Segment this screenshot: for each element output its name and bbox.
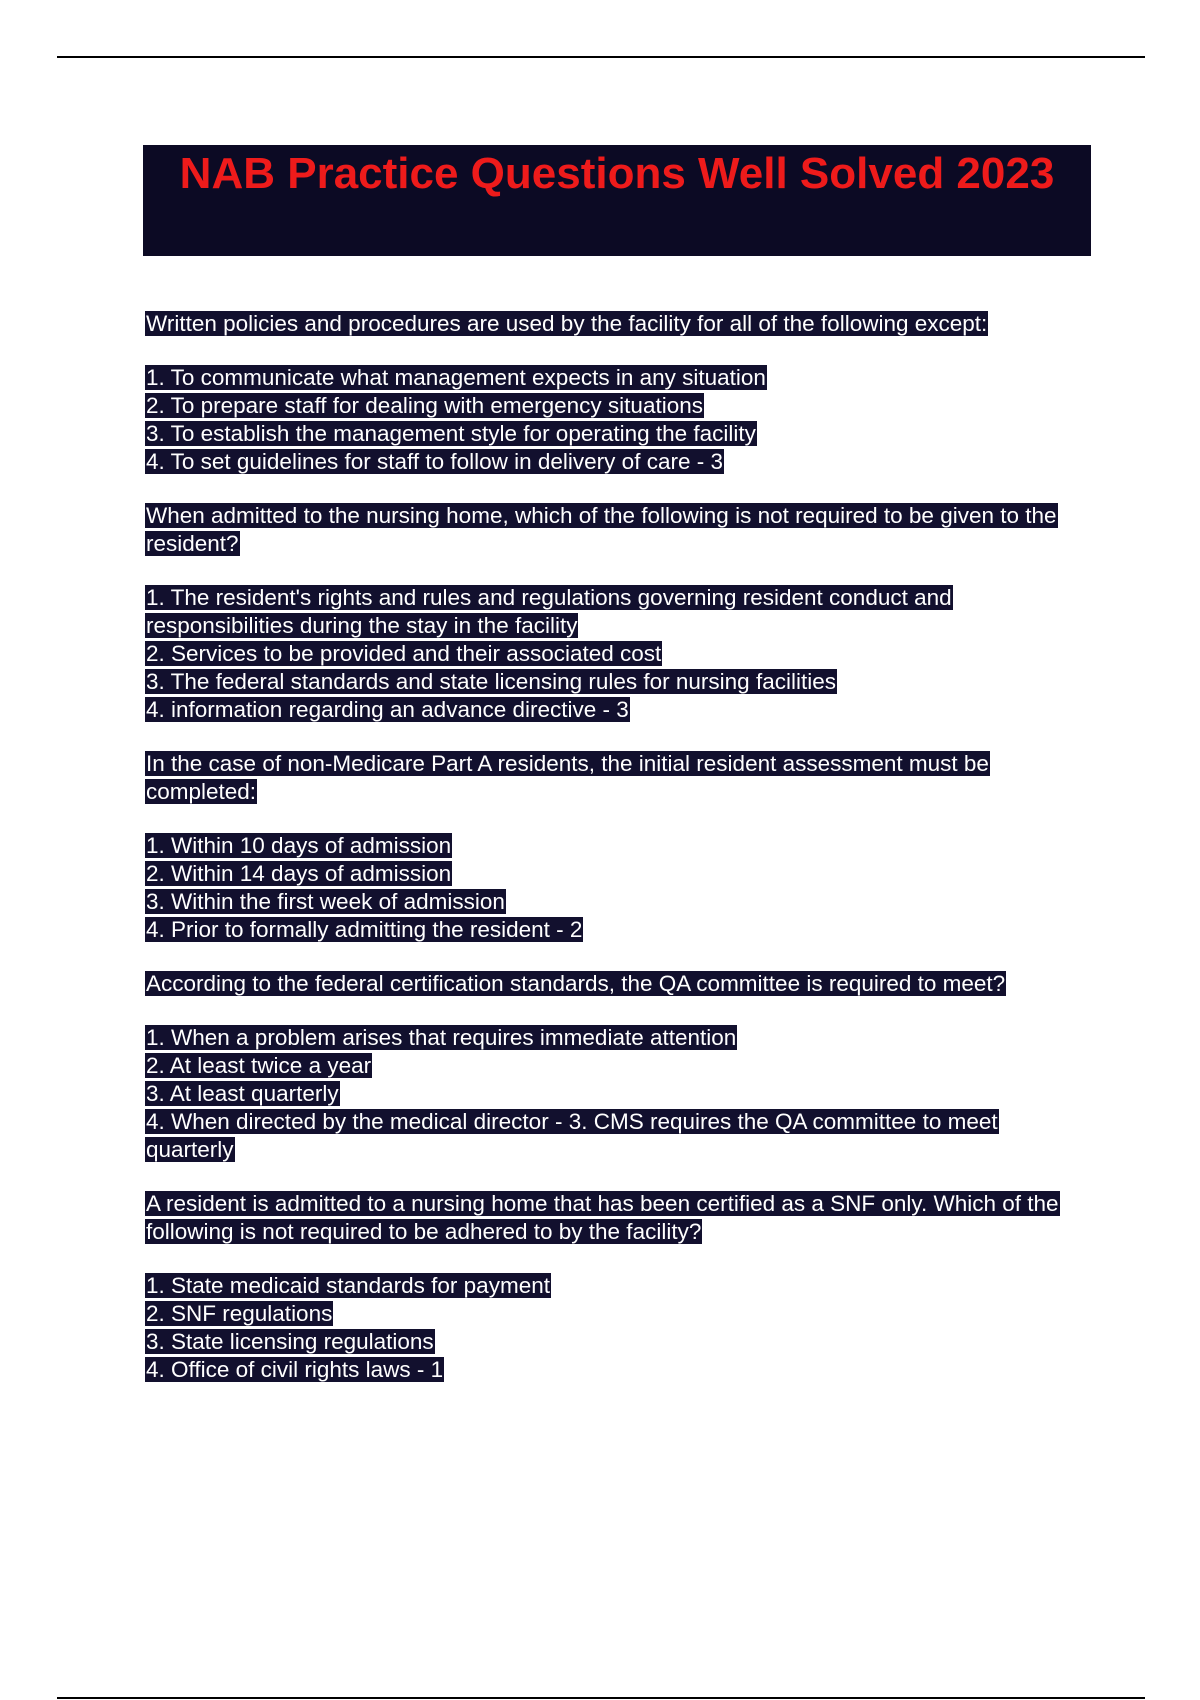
answer-option: 1. State medicaid standards for payment	[146, 1273, 550, 1298]
question-stem-4	[145, 970, 1090, 998]
answer-option: 1. To communicate what management expects in any situation	[146, 365, 766, 390]
question-stem-3	[145, 750, 1090, 806]
answer-option: 2. Services to be provided and their associated cost	[146, 641, 662, 666]
question-text: A resident is admitted to a nursing home that has been certified as a SNF only. Which of the following is not required to be adhered to by the facility?	[146, 1191, 1059, 1244]
bottom-rule	[57, 1697, 1145, 1699]
answer-option: 3. State licensing regulations	[146, 1329, 434, 1354]
answer-options-3	[145, 832, 1090, 944]
answer-option: 1. When a problem arises that requires immediate attention	[146, 1025, 737, 1050]
answer-option: 2. Within 14 days of admission	[146, 861, 452, 886]
question-text: According to the federal certification standards, the QA committee is required to meet?	[146, 971, 1006, 996]
answer-option: 2. To prepare staff for dealing with emergency situations	[146, 393, 703, 418]
question-text: Written policies and procedures are used by the facility for all of the following except:	[146, 311, 988, 336]
answer-option: 3. To establish the management style for operating the facility	[146, 421, 756, 446]
answer-option: 4. Prior to formally admitting the resident - 2	[146, 917, 583, 942]
question-list	[145, 310, 1090, 1410]
answer-option: 2. At least twice a year	[146, 1053, 372, 1078]
document-title: NAB Practice Questions Well Solved 2023	[179, 149, 1055, 198]
answer-option: 2. SNF regulations	[146, 1301, 333, 1326]
answer-option: 3. At least quarterly	[146, 1081, 339, 1106]
question-text: When admitted to the nursing home, which of the following is not required to be given to the resident?	[146, 503, 1057, 556]
answer-option: 1. The resident's rights and rules and regulations governing resident conduct and responsibilities during the stay in the facility	[146, 585, 952, 638]
question-text: In the case of non-Medicare Part A residents, the initial resident assessment must be completed:	[146, 751, 989, 804]
answer-option: 4. To set guidelines for staff to follow in delivery of care - 3	[146, 449, 723, 474]
question-stem-2	[145, 502, 1090, 558]
answer-option: 4. Office of civil rights laws - 1	[146, 1357, 444, 1382]
answer-option: 3. Within the first week of admission	[146, 889, 505, 914]
top-rule	[57, 56, 1145, 58]
answer-options-1	[145, 364, 1090, 476]
answer-options-5	[145, 1272, 1090, 1384]
answer-options-4	[145, 1024, 1090, 1164]
question-stem-1	[145, 310, 1090, 338]
title-banner	[143, 145, 1091, 256]
answer-option: 4. information regarding an advance directive - 3	[146, 697, 629, 722]
answer-option: 1. Within 10 days of admission	[146, 833, 452, 858]
answer-option: 3. The federal standards and state licensing rules for nursing facilities	[146, 669, 836, 694]
question-stem-5	[145, 1190, 1090, 1246]
answer-option: 4. When directed by the medical director - 3. CMS requires the QA committee to meet quarterly	[146, 1109, 998, 1162]
answer-options-2	[145, 584, 1090, 724]
